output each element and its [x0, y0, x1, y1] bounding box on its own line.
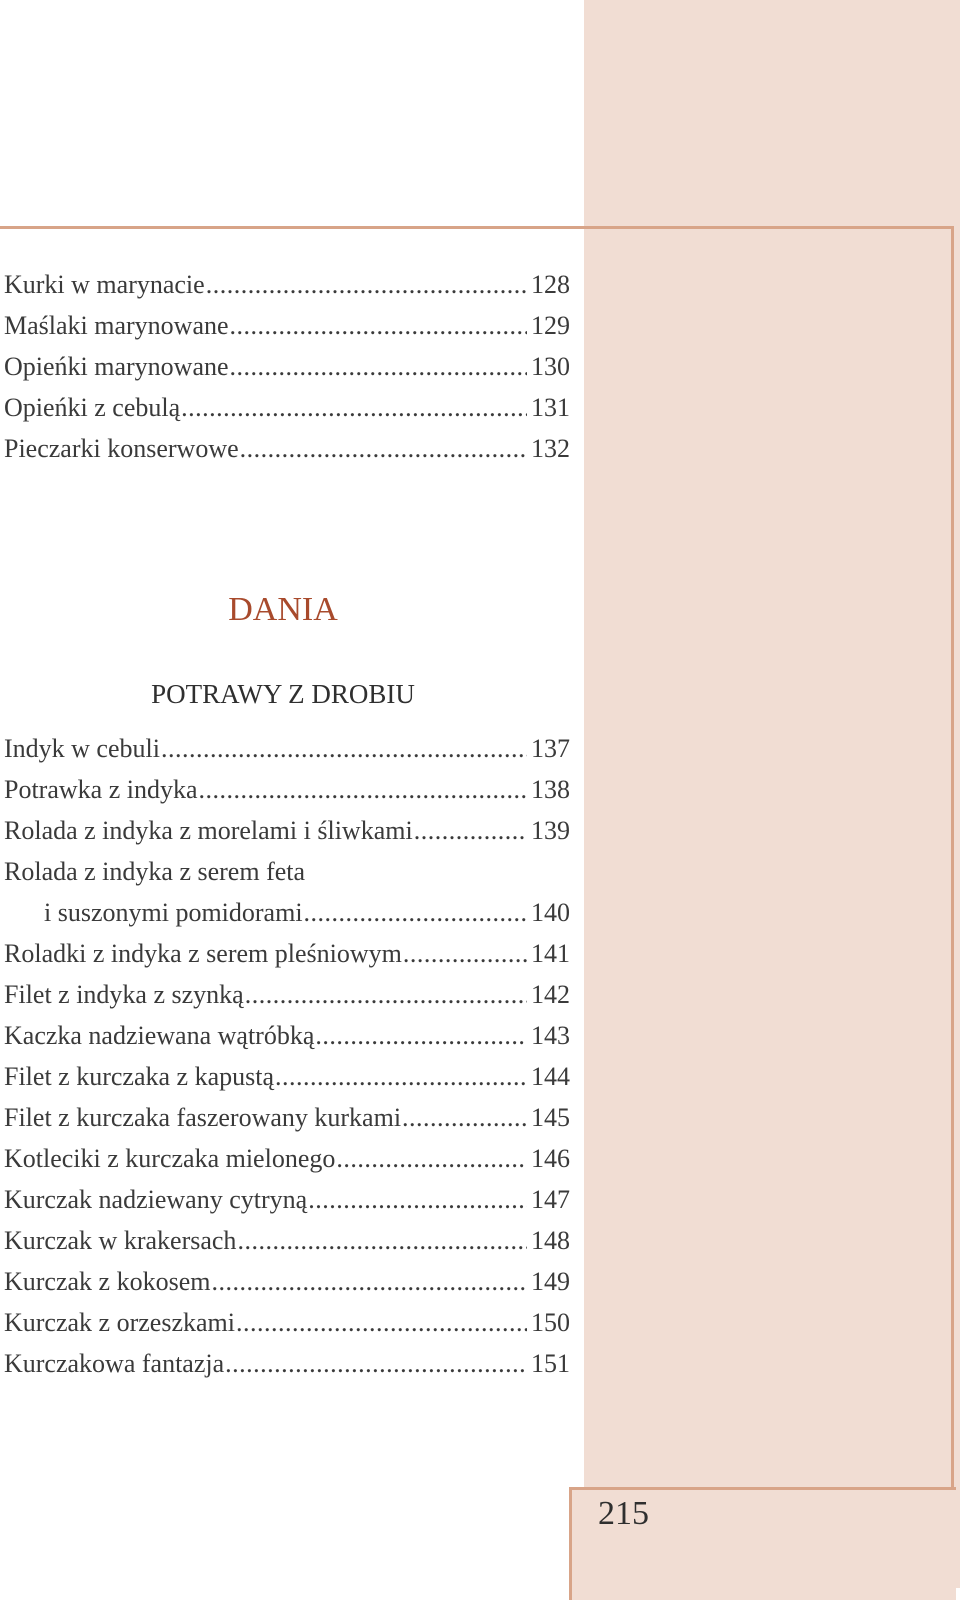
toc-entry-title: Kurczak nadziewany cytryną [4, 1185, 308, 1214]
leader-dots [308, 1179, 527, 1220]
toc-entry-title: Opieńki marynowane [4, 352, 229, 381]
toc-entry-page: 137 [531, 734, 570, 763]
toc-entry [4, 1138, 570, 1179]
leader-dots [236, 1302, 527, 1343]
toc-entry-title: Filet z kurczaka z kapustą [4, 1062, 274, 1091]
toc-entry-page: 150 [531, 1308, 570, 1337]
page-number: 215 [598, 1495, 649, 1532]
leader-dots [206, 264, 527, 305]
toc-entry-title: Opieńki z cebulą [4, 393, 181, 422]
toc-entry [4, 387, 570, 428]
toc-entry-page: 139 [531, 816, 570, 845]
toc-entry [4, 305, 570, 346]
toc-entry-title: Kotleciki z kurczaka mielonego [4, 1144, 336, 1173]
toc-entry-title: Filet z kurczaka faszerowany kurkami [4, 1103, 402, 1132]
leader-dots [336, 1138, 527, 1179]
leader-dots [199, 769, 527, 810]
toc-entry-page: 143 [531, 1021, 570, 1050]
toc-entry-page: 131 [531, 393, 570, 422]
toc-entry-page: 145 [531, 1103, 570, 1132]
leader-dots [245, 974, 527, 1015]
toc-entry-title: Rolada z indyka z morelami i śliwkami [4, 816, 413, 845]
toc-list-main [4, 728, 570, 1384]
toc-entry-title: Filet z indyka z szynką [4, 980, 244, 1009]
toc-entry-page: 128 [531, 270, 570, 299]
toc-entry-title: Kurczak w krakersach [4, 1226, 237, 1255]
toc-entry-page: 149 [531, 1267, 570, 1296]
toc-entry-page: 148 [531, 1226, 570, 1255]
toc-entry [4, 346, 570, 387]
toc-entry-title: Kurczak z orzeszkami [4, 1308, 235, 1337]
leader-dots [275, 1056, 527, 1097]
toc-entry [4, 1097, 570, 1138]
toc-entry [4, 974, 570, 1015]
toc-entry [4, 428, 570, 469]
toc-entry [4, 933, 570, 974]
toc-entry [4, 264, 570, 305]
toc-entry-title: Indyk w cebuli [4, 734, 160, 763]
frame-top-rule [0, 226, 954, 229]
toc-entry [4, 810, 570, 851]
toc-entry [4, 1261, 570, 1302]
leader-dots [240, 428, 527, 469]
toc-entry-page: 146 [531, 1144, 570, 1173]
toc-entry [4, 851, 570, 892]
toc-entry-title: Kurczak z kokosem [4, 1267, 211, 1296]
toc-entry-title: Kaczka nadziewana wątróbką [4, 1021, 315, 1050]
side-color-band [584, 0, 960, 1588]
leader-dots [181, 387, 527, 428]
leader-dots [161, 728, 527, 769]
toc-entry [4, 1015, 570, 1056]
toc-entry-title: Kurki w marynacie [4, 270, 205, 299]
frame-right-rule [951, 226, 954, 1530]
toc-entry-page: 151 [531, 1349, 570, 1378]
toc-entry-title: Maślaki marynowane [4, 311, 229, 340]
toc-entry [4, 1056, 570, 1097]
toc-entry [4, 728, 570, 769]
toc-entry-title: Potrawka z indyka [4, 775, 198, 804]
toc-entry-page: 129 [531, 311, 570, 340]
toc-entry-page: 144 [531, 1062, 570, 1091]
toc-entry [4, 1179, 570, 1220]
toc-entry-continuation [4, 892, 570, 933]
toc-entry-title: Roladki z indyka z serem pleśniowym [4, 939, 402, 968]
toc-entry-title: Rolada z indyka z serem feta [4, 857, 306, 886]
toc-entry-title: i suszonymi pomidorami [44, 898, 303, 927]
toc-entry-page: 147 [531, 1185, 570, 1214]
leader-dots [315, 1015, 527, 1056]
leader-dots [225, 1343, 527, 1384]
leader-dots [211, 1261, 527, 1302]
leader-dots [237, 1220, 527, 1261]
toc-entry-page: 142 [531, 980, 570, 1009]
toc-entry [4, 1220, 570, 1261]
leader-dots [304, 892, 527, 933]
toc-entry-title: Pieczarki konserwowe [4, 434, 239, 463]
subsection-title: POTRAWY Z DROBIU [151, 679, 415, 709]
leader-dots [402, 1097, 527, 1138]
section-title: DANIA [228, 591, 338, 628]
toc-entry [4, 1302, 570, 1343]
toc-entry-page: 140 [531, 898, 570, 927]
toc-entry-page: 141 [531, 939, 570, 968]
leader-dots [403, 933, 527, 974]
toc-entry [4, 769, 570, 810]
toc-list-top [4, 264, 570, 469]
toc-entry-title: Kurczakowa fantazja [4, 1349, 225, 1378]
leader-dots [230, 346, 527, 387]
toc-entry-page: 130 [531, 352, 570, 381]
leader-dots [230, 305, 527, 346]
leader-dots [414, 810, 527, 851]
toc-entry-page: 138 [531, 775, 570, 804]
toc-entry [4, 1343, 570, 1384]
toc-entry-page: 132 [531, 434, 570, 463]
